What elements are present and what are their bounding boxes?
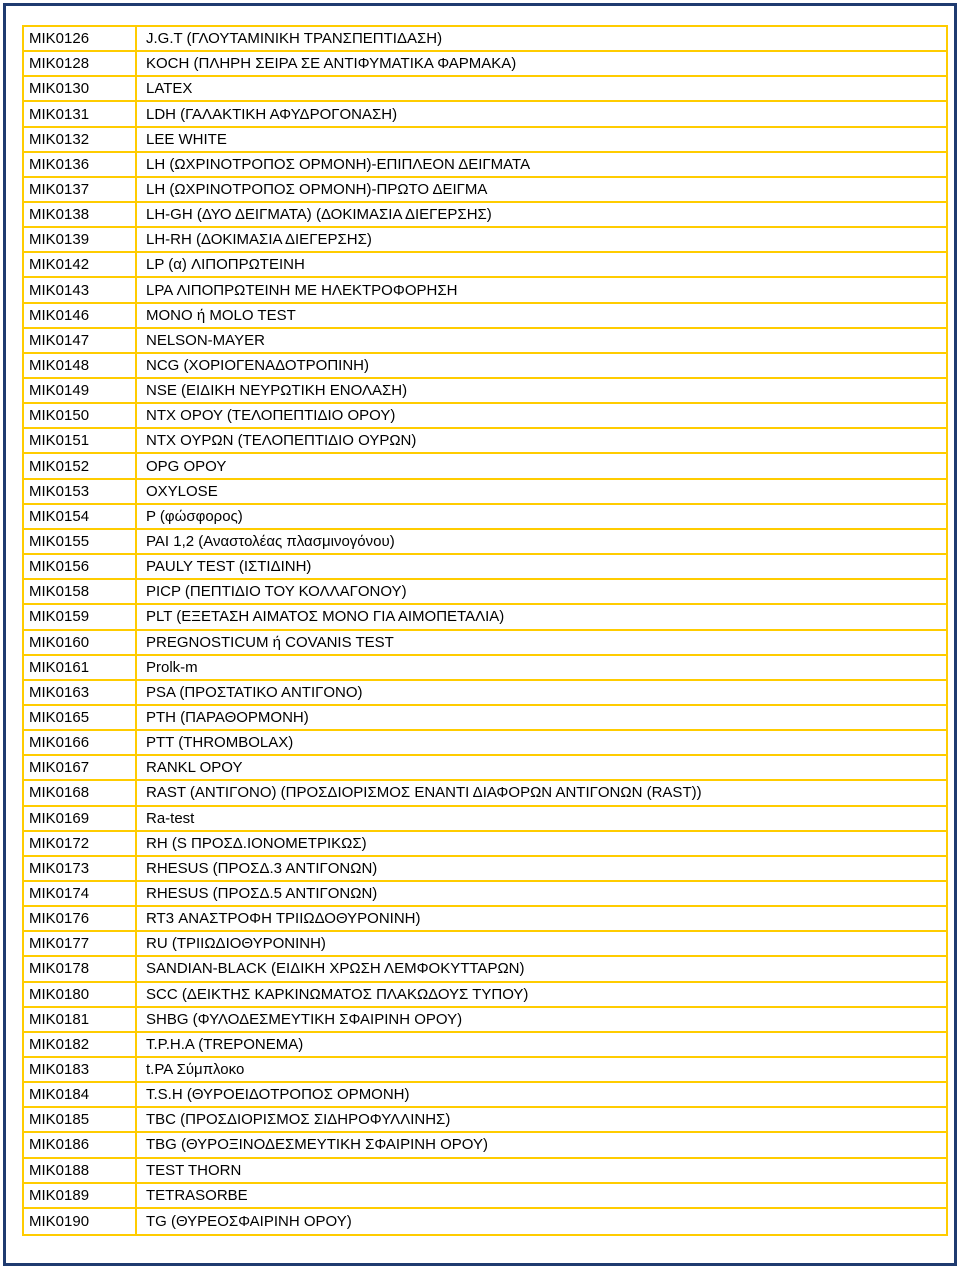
code-cell: MIK0188 [24, 1159, 137, 1182]
table-row [24, 102, 946, 127]
code-cell: MIK0154 [24, 505, 137, 528]
code-cell: MIK0167 [24, 756, 137, 779]
table-row [24, 681, 946, 706]
description-cell: PTH (ΠΑΡΑΘΟΡΜΟΝΗ) [146, 709, 309, 726]
code-cell: MIK0132 [24, 128, 137, 151]
description-cell: RANKL ΟΡΟΥ [146, 759, 243, 777]
table-row [24, 505, 946, 530]
table-row [24, 52, 946, 77]
code-cell: MIK0131 [24, 102, 137, 125]
description-cell: RHESUS (ΠΡΟΣΔ.5 ΑΝΤΙΓΟΝΩΝ) [146, 885, 378, 903]
description-cell: RU (ΤΡΙΙΩΔΙΟΘΥΡΟΝΙΝΗ) [146, 935, 326, 953]
table-row [24, 304, 946, 329]
description-cell: SANDIAN-BLACK (ΕΙΔΙΚΗ ΧΡΩΣΗ ΛΕΜΦΟΚΥΤΤΑΡΩΝ) [146, 960, 525, 978]
table-row [24, 882, 946, 907]
code-cell: MIK0178 [24, 957, 137, 980]
table-row [24, 77, 946, 102]
description-cell: PICP (ΠΕΠΤΙΔΙΟ ΤΟΥ ΚΟΛΛΑΓΟΝΟΥ) [146, 583, 407, 601]
code-cell: MIK0176 [24, 907, 137, 930]
description-cell: LH-RH (ΔΟΚΙΜΑΣΙΑ ΔΙΕΓΕΡΣΗΣ) [146, 231, 372, 249]
description-cell: TETRASORBE [146, 1186, 248, 1204]
table-row [24, 429, 946, 454]
description-cell: RH (S ΠΡΟΣΔ.ΙΟΝΟΜΕΤΡΙΚΩΣ) [146, 834, 367, 852]
table-row [24, 278, 946, 303]
code-cell: MIK0142 [24, 253, 137, 276]
code-cell: MIK0190 [24, 1209, 137, 1234]
description-cell: LP (α) ΛΙΠΟΠΡΩΤΕΙΝΗ [146, 256, 305, 274]
code-cell: MIK0128 [24, 52, 137, 75]
description-cell: NSE (ΕΙΔΙΚΗ ΝΕΥΡΩΤΙΚΗ ΕΝΟΛΑΣΗ) [146, 382, 408, 400]
description-cell: TBC (ΠΡΟΣΔΙΟΡΙΣΜΟΣ ΣΙΔΗΡΟΦΥΛΛΙΝΗΣ) [146, 1111, 451, 1129]
description-cell: TBG (ΘΥΡΟΞΙΝΟΔΕΣΜΕΥΤΙΚΗ ΣΦΑΙΡΙΝΗ ΟΡΟΥ) [146, 1136, 488, 1154]
description-cell: RT3 ΑΝΑΣΤΡΟΦΗ ΤΡΙΙΩΔΟΘΥΡΟΝΙΝΗ) [146, 910, 421, 928]
description-cell: SCC (ΔΕΙΚΤΗΣ ΚΑΡΚΙΝΩΜΑΤΟΣ ΠΛΑΚΩΔΟΥΣ ΤΥΠΟΥ) [146, 985, 529, 1003]
description-cell: RHESUS (ΠΡΟΣΔ.3 ΑΝΤΙΓΟΝΩΝ) [146, 859, 378, 877]
table-row [24, 379, 946, 404]
table-row [24, 27, 946, 52]
table-row [24, 153, 946, 178]
table-row [24, 631, 946, 656]
description-cell: OPG ΟΡΟΥ [146, 457, 227, 475]
description-cell: MONO ή MOLO TEST [146, 306, 296, 324]
table-row [24, 454, 946, 479]
description-cell: NTX ΟΡΟΥ (ΤΕΛΟΠΕΠΤΙΔΙΟ ΟΡΟΥ) [146, 407, 396, 425]
code-cell: MIK0189 [24, 1184, 137, 1207]
description-cell: OXYLOSE [146, 482, 218, 500]
code-cell: MIK0150 [24, 404, 137, 427]
code-cell: MIK0153 [24, 480, 137, 503]
code-cell: MIK0161 [24, 656, 137, 679]
description-cell: PAULY TEST (ΙΣΤΙΔΙΝΗ) [146, 558, 312, 576]
description-cell: NCG (ΧΟΡΙΟΓΕΝΑΔΟΤΡΟΠΙΝΗ) [146, 356, 369, 374]
table-row [24, 580, 946, 605]
description-cell: LH (ΩΧΡΙΝΟΤΡΟΠΟΣ ΟΡΜΟΝΗ)-ΠΡΩΤΟ ΔΕΙΓΜΑ [146, 180, 488, 198]
table-row [24, 605, 946, 630]
table-row [24, 656, 946, 681]
table-row [24, 1159, 946, 1184]
description-cell: PAI 1,2 (Αναστολέας πλασμινογόνου) [146, 532, 395, 550]
table-row [24, 1209, 946, 1234]
description-cell: LH-GH (ΔΥΟ ΔΕΙΓΜΑΤΑ) (ΔΟΚΙΜΑΣΙΑ ΔΙΕΓΕΡΣΗΣ) [146, 206, 492, 224]
code-cell: MIK0185 [24, 1108, 137, 1131]
description-cell: T.S.H (ΘΥΡΟΕΙΔΟΤΡΟΠΟΣ ΟΡΜΟΝΗ) [146, 1086, 410, 1104]
table-row [24, 228, 946, 253]
table-row [24, 1108, 946, 1133]
description-cell: LATEX [146, 80, 193, 98]
description-cell: P (φώσφορος) [146, 507, 243, 525]
code-cell: MIK0159 [24, 605, 137, 628]
table-row [24, 1184, 946, 1209]
table-row [24, 983, 946, 1008]
code-cell: MIK0148 [24, 354, 137, 377]
code-cell: MIK0184 [24, 1083, 137, 1106]
code-cell: MIK0174 [24, 882, 137, 905]
code-cell: MIK0155 [24, 530, 137, 553]
code-cell: MIK0149 [24, 379, 137, 402]
table-row [24, 731, 946, 756]
description-cell: LH (ΩΧΡΙΝΟΤΡΟΠΟΣ ΟΡΜΟΝΗ)-ΕΠΙΠΛΕΟΝ ΔΕΙΓΜΑΤΑ [146, 155, 531, 173]
description-cell: SHBG (ΦΥΛΟΔΕΣΜΕΥΤΙΚΗ ΣΦΑΙΡΙΝΗ ΟΡΟΥ) [146, 1010, 463, 1028]
table-row [24, 329, 946, 354]
exam-table [22, 25, 948, 1236]
code-cell: MIK0186 [24, 1133, 137, 1156]
description-cell: T.P.H.A (TREPONEMA) [146, 1035, 304, 1053]
table-row [24, 932, 946, 957]
code-cell: MIK0166 [24, 731, 137, 754]
code-cell: MIK0158 [24, 580, 137, 603]
table-row [24, 480, 946, 505]
table-row [24, 1083, 946, 1108]
description-cell: PREGNOSTICUM ή COVANIS TEST [146, 633, 394, 651]
description-cell: PTT (THROMBOLAX) [146, 734, 294, 752]
description-cell: KOCH (ΠΛΗΡΗ ΣΕΙΡΑ ΣΕ ΑΝΤΙΦΥΜΑΤΙΚΑ ΦΑΡΜΑΚΑ) [146, 55, 517, 73]
description-cell: t.PA Σύμπλοκο [146, 1061, 245, 1079]
description-cell: Ra-test [146, 809, 195, 827]
description-cell: NELSON-MAYER [146, 331, 265, 349]
code-cell: MIK0165 [24, 706, 137, 729]
code-cell: MIK0177 [24, 932, 137, 955]
code-cell: MIK0169 [24, 807, 137, 830]
table-row [24, 354, 946, 379]
table-row [24, 1008, 946, 1033]
table-row [24, 832, 946, 857]
code-cell: MIK0126 [24, 27, 137, 50]
code-cell: MIK0137 [24, 178, 137, 201]
code-cell: MIK0172 [24, 832, 137, 855]
code-cell: MIK0168 [24, 781, 137, 804]
code-cell: MIK0182 [24, 1033, 137, 1056]
table-row [24, 1058, 946, 1083]
description-cell: TEST THORN [146, 1161, 242, 1179]
code-cell: MIK0183 [24, 1058, 137, 1081]
description-cell: LEE WHITE [146, 130, 227, 148]
description-cell: LPA ΛΙΠΟΠΡΩΤΕΙΝΗ ΜΕ ΗΛΕΚΤΡΟΦΟΡΗΣΗ [146, 281, 458, 299]
code-cell: MIK0130 [24, 77, 137, 100]
table-row [24, 781, 946, 806]
code-cell: MIK0139 [24, 228, 137, 251]
code-cell: MIK0138 [24, 203, 137, 226]
table-row [24, 1033, 946, 1058]
table-row [24, 555, 946, 580]
code-cell: MIK0136 [24, 153, 137, 176]
description-cell: NTX ΟΥΡΩΝ (ΤΕΛΟΠΕΠΤΙΔΙΟ ΟΥΡΩΝ) [146, 432, 417, 450]
description-cell: LDH (ΓΑΛΑΚΤΙΚΗ ΑΦΥΔΡΟΓΟΝΑΣΗ) [146, 105, 398, 123]
table-row [24, 128, 946, 153]
code-cell: MIK0181 [24, 1008, 137, 1031]
table-row [24, 907, 946, 932]
code-cell: MIK0160 [24, 631, 137, 654]
description-cell: Prolk-m [146, 658, 198, 676]
table-row [24, 178, 946, 203]
code-cell: MIK0151 [24, 429, 137, 452]
table-row [24, 530, 946, 555]
code-cell: MIK0146 [24, 304, 137, 327]
code-cell: MIK0156 [24, 555, 137, 578]
description-cell: PLT (ΕΞΕΤΑΣΗ ΑΙΜΑΤΟΣ ΜΟΝΟ ΓΙΑ ΑΙΜΟΠΕΤΑΛΙΑ) [146, 608, 505, 626]
description-cell: PSA (ΠΡΟΣΤΑΤΙΚΟ ΑΝΤΙΓΟΝΟ) [146, 683, 363, 701]
table-row [24, 957, 946, 982]
table-row [24, 706, 946, 731]
code-cell: MIK0173 [24, 857, 137, 880]
code-cell: MIK0180 [24, 983, 137, 1006]
description-cell: J.G.T (ΓΛΟΥΤΑΜΙΝΙΚΗ ΤΡΑΝΣΠΕΠΤΙΔΑΣΗ) [146, 30, 443, 48]
code-cell: MIK0147 [24, 329, 137, 352]
table-row [24, 1133, 946, 1158]
code-cell: MIK0163 [24, 681, 137, 704]
description-cell: RAST (ΑΝΤΙΓΟΝΟ) (ΠΡΟΣΔΙΟΡΙΣΜΟΣ ΕΝΑΝΤΙ ΔΙΑΦΟΡΩΝ ΑΝΤΙΓΟΝΩΝ (RAST)) [146, 784, 702, 802]
table-row [24, 404, 946, 429]
table-row [24, 756, 946, 781]
code-cell: MIK0152 [24, 454, 137, 477]
code-cell: MIK0143 [24, 278, 137, 301]
table-row [24, 807, 946, 832]
table-row [24, 203, 946, 228]
table-row [24, 253, 946, 278]
description-cell: TG (ΘΥΡΕΟΣΦΑΙΡΙΝΗ ΟΡΟΥ) [146, 1212, 352, 1230]
table-row [24, 857, 946, 882]
